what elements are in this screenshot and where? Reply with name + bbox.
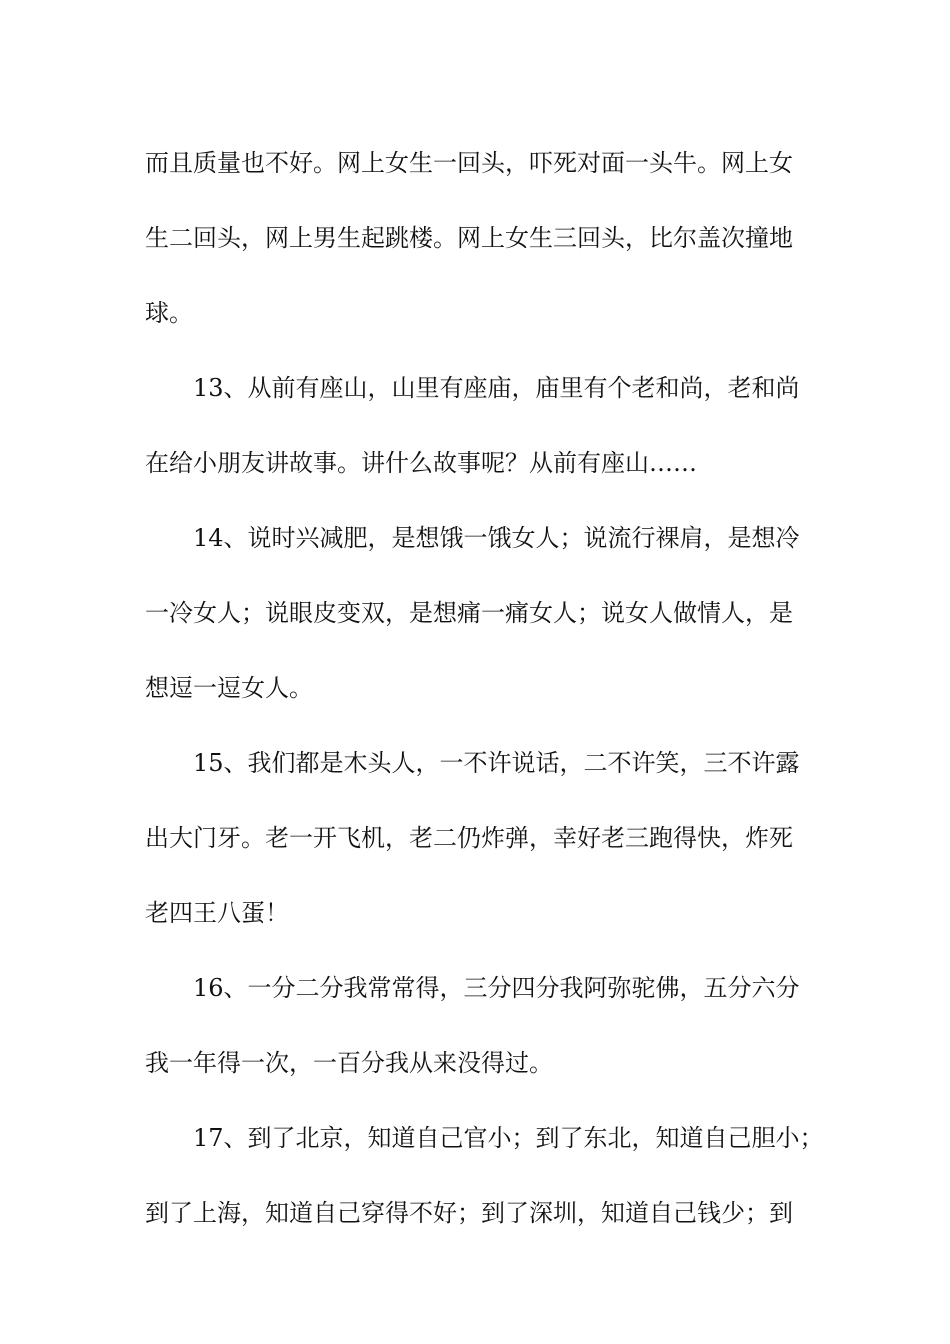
text-line: 想逗一逗女人。 (145, 674, 313, 702)
paragraph-16 (145, 951, 825, 1101)
text-line: 而且质量也不好。网上女生一回头，吓死对面一头牛。网上女 (145, 149, 793, 177)
text-line: 到了上海，知道自己穿得不好；到了深圳，知道自己钱少；到 (145, 1199, 793, 1227)
paragraph-17 (145, 1101, 825, 1251)
text-line: 13、从前有座山，山里有座庙，庙里有个老和尚，老和尚 (193, 374, 800, 402)
paragraph-13 (145, 351, 825, 501)
text-line: 17、到了北京，知道自己官小；到了东北，知道自己胆小； (193, 1124, 824, 1152)
text-line: 在给小朋友讲故事。讲什么故事呢？从前有座山…… (145, 449, 697, 477)
paragraph-15 (145, 726, 825, 951)
paragraph-continuation (145, 126, 825, 351)
document-body (145, 126, 825, 1251)
paragraph-14 (145, 501, 825, 726)
text-line: 14、说时兴减肥，是想饿一饿女人；说流行裸肩，是想冷 (193, 524, 800, 552)
text-line: 一冷女人；说眼皮变双，是想痛一痛女人；说女人做情人，是 (145, 599, 793, 627)
text-line: 老四王八蛋！ (145, 899, 289, 927)
text-line: 16、一分二分我常常得，三分四分我阿弥驼佛，五分六分 (193, 974, 800, 1002)
text-line: 生二回头，网上男生起跳楼。网上女生三回头，比尔盖次撞地 (145, 224, 793, 252)
text-line: 出大门牙。老一开飞机，老二仍炸弹，幸好老三跑得快，炸死 (145, 824, 793, 852)
text-line: 球。 (145, 299, 193, 327)
text-line: 15、我们都是木头人，一不许说话，二不许笑，三不许露 (193, 749, 800, 777)
text-line: 我一年得一次，一百分我从来没得过。 (145, 1049, 553, 1077)
